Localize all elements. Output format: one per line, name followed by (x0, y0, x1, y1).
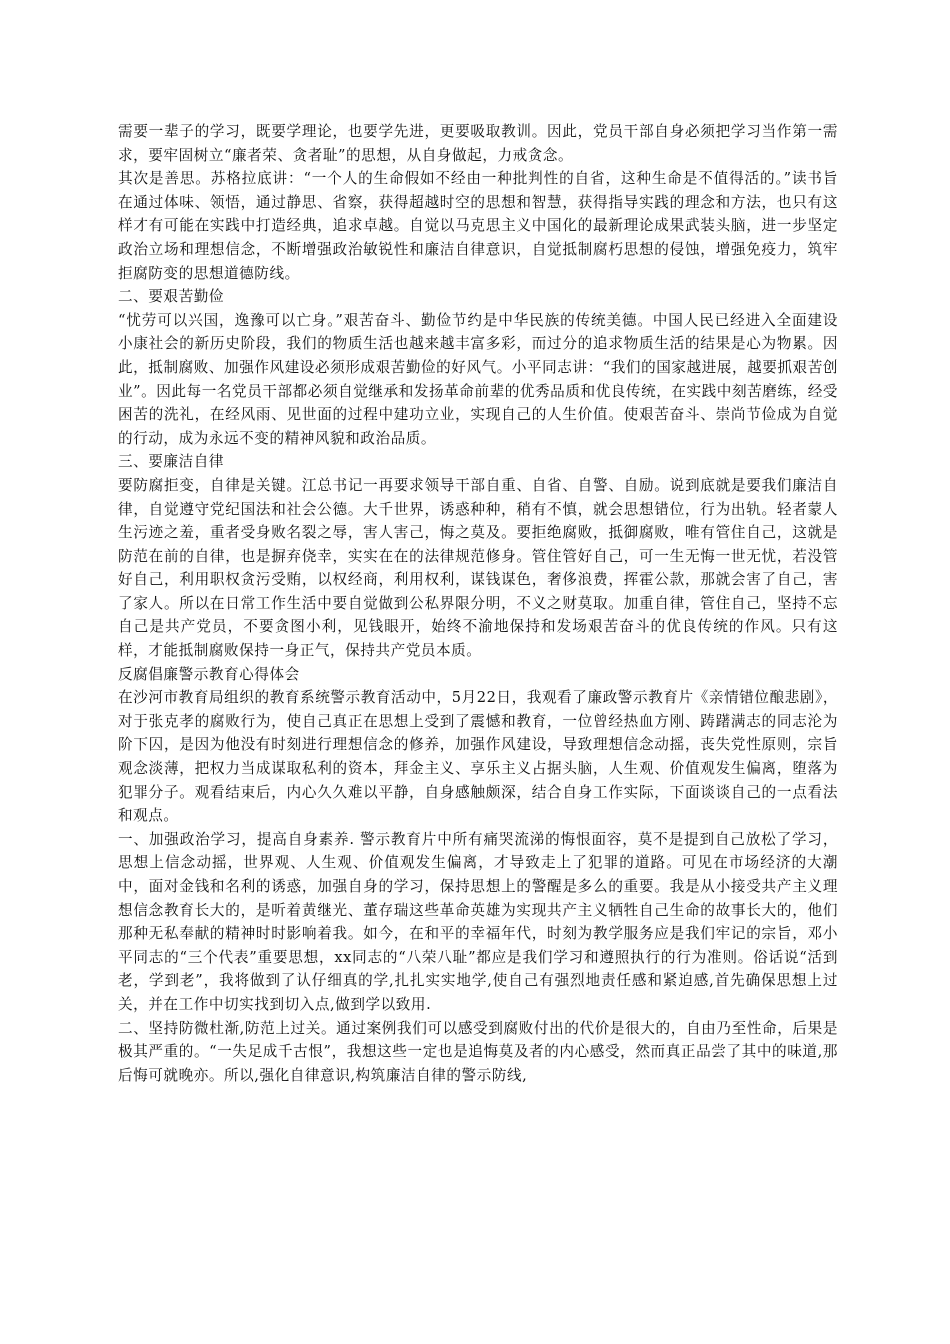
body-paragraph: 其次是善思。苏格拉底讲：“一个人的生命假如不经由一种批判性的自省，这种生命是不值得活的。”读书旨在通过体味、领悟，通过静思、省察，获得超越时空的思想和智慧，获得指导实践的理念和方法，也只有这样才有可能在实践中打造经典，追求卓越。自觉以马克思主义中国化的最新理论成果武装头脑，进一步坚定政治立场和理想信念，不断增强政治敏锐性和廉洁自律意识，自觉抵制腐朽思想的侵蚀，增强免疫力，筑牢拒腐防变的思想道德防线。 (118, 170, 838, 282)
body-paragraph: 二、坚持防微杜渐,防范上过关。通过案例我们可以感受到腐败付出的代价是很大的，自由乃至性命，后果是极其严重的。“一失足成千古恨”，我想这些一定也是追悔莫及者的内心感受，然而真正品尝了其中的味道,那后悔可就晚亦。所以,强化自律意识,构筑廉洁自律的警示防线, (118, 1019, 838, 1084)
body-paragraph: “忧劳可以兴国，逸豫可以亡身。”艰苦奋斗、勤俭节约是中华民族的传统美德。中国人民已经进入全面建设小康社会的新历史阶段，我们的物质生活也越来越丰富多彩，而过分的追求物质生活的结果是心为物累。因此，抵制腐败、加强作风建设必须形成艰苦勤俭的好风气。小平同志讲：“我们的国家越进展，越要抓艰苦创业”。因此每一名党员干部都必须自觉继承和发扬革命前辈的优秀品质和优良传统，在实践中刻苦磨练，经受困苦的洗礼，在经风雨、见世面的过程中建功立业，实现自己的人生价值。使艰苦奋斗、崇尚节俭成为自觉的行动，成为永远不变的精神风貌和政治品质。 (118, 311, 838, 447)
document-page (118, 120, 838, 1087)
section-heading: 三、要廉洁自律 (118, 453, 225, 471)
body-paragraph: 需要一辈子的学习，既要学理论，也要学先进，更要吸取教训。因此，党员干部自身必须把学习当作第一需求，要牢固树立“廉者荣、贪者耻”的思想，从自身做起，力戒贪念。 (118, 123, 838, 164)
article-title: 反腐倡廉警示教育心得体会 (118, 665, 300, 683)
body-paragraph: 在沙河市教育局组织的教育系统警示教育活动中，5月22日，我观看了廉政警示教育片《亲情错位酿悲剧》，对于张克孝的腐败行为，使自己真正在思想上受到了震憾和教育，一位曾经热血方刚、踌躇满志的同志沦为阶下囚，是因为他没有时刻进行理想信念的修养，加强作风建设，导致理想信念动摇，丧失党性原则，宗旨观念淡薄，把权力当成谋取私利的资本，拜金主义、享乐主义占据头脑，人生观、价值观发生偏离，堕落为犯罪分子。观看结束后，内心久久难以平静，自身感触颇深，结合自身工作实际，下面谈谈自己的一点看法和观点。 (118, 689, 838, 825)
section-heading: 二、要艰苦勤俭 (118, 288, 225, 306)
body-paragraph: 要防腐拒变，自律是关键。江总书记一再要求领导干部自重、自省、自警、自励。说到底就是要我们廉洁自律，自觉遵守党纪国法和社会公德。大千世界，诱惑种种，稍有不慎，就会思想错位，行为出轨。轻者蒙人生污迹之羞，重者受身败名裂之辱，害人害己，悔之莫及。要拒绝腐败，抵御腐败，唯有管住自己，这就是防范在前的自律，也是摒弃侥幸，实实在在的法律规范修身。管住管好自己，可一生无悔一世无忧，若没管好自己，利用职权贪污受贿，以权经商，利用权利，谋钱谋色，奢侈浪费，挥霍公款，那就会害了自己，害了家人。所以在日常工作生活中要自觉做到公私界限分明，不义之财莫取。加重自律，管住自己，坚持不忘自己是共产党员，不要贪图小利，见钱眼开，始终不渝地保持和发场艰苦奋斗的优良传统的作风。只有这样，才能抵制腐败保持一身正气，保持共产党员本质。 (118, 476, 838, 660)
body-paragraph: 一、加强政治学习，提高自身素养. 警示教育片中所有痛哭流涕的悔恨面容，莫不是提到自己放松了学习，思想上信念动摇，世界观、人生观、价值观发生偏离，才导致走上了犯罪的道路。可见在市场经济的大潮中，面对金钱和名利的诱惑，加强自身的学习，保持思想上的警醒是多么的重要。我是从小接受共产主义理想信念教育长大的，是听着黄继光、董存瑞这些革命英雄为实现共产主义牺牲自己生命的故事长大的，他们那种无私奉献的精神时时影响着我。如今，在和平的幸福年代，时刻为教学服务应是我们牢记的宗旨，邓小平同志的“三个代表”重要思想，xx同志的“八荣八耻”都应是我们学习和遵照执行的行为准则。俗话说“活到老，学到老”，我将做到了认仔细真的学,扎扎实实地学,使自己有强烈地责任感和紧迫感,首先确保思想上过关，并在工作中切实找到切入点,做到学以致用. (118, 830, 838, 1013)
